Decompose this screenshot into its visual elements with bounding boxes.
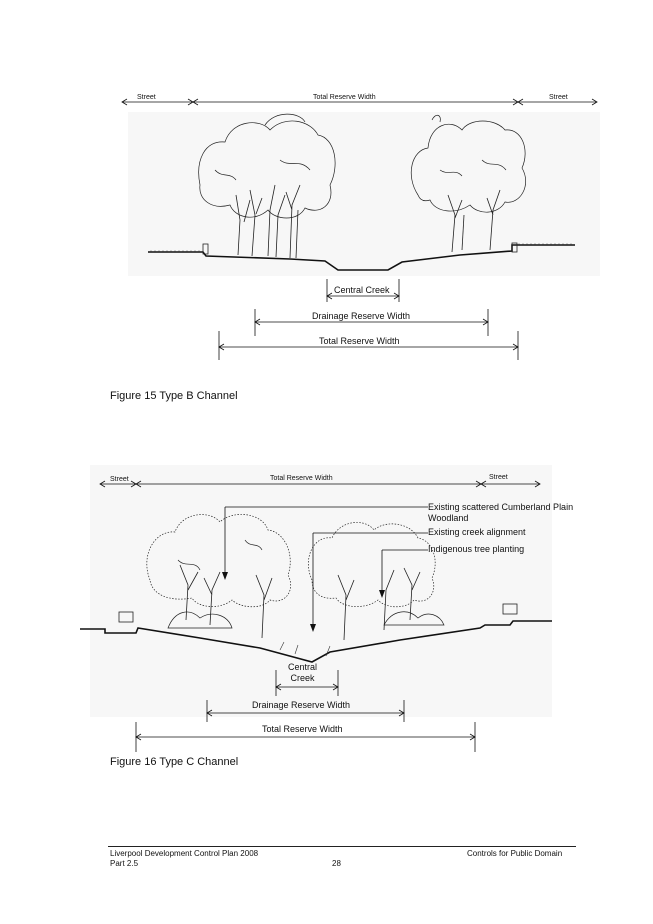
- figure-15-drawing: [0, 0, 653, 410]
- figure-15-type-b-channel: [0, 0, 653, 410]
- figure-16-type-c-channel: [0, 460, 653, 775]
- figure-16-drainage-reserve-label: Drainage Reserve Width: [252, 700, 351, 710]
- figure-15-drainage-reserve-label: Drainage Reserve Width: [312, 311, 411, 321]
- figure-15-central-creek-label: Central Creek: [334, 285, 390, 295]
- figure-15-total-reserve-top-label: Total Reserve Width: [313, 94, 376, 101]
- footer-page-number: 28: [332, 859, 341, 868]
- figure-15-caption: Figure 15 Type B Channel: [110, 390, 238, 402]
- footer-section: Controls for Public Domain: [467, 849, 563, 858]
- central-creek-line1: Central: [288, 662, 318, 672]
- figure-15-street-right-label: Street: [549, 94, 568, 101]
- figure-16-central-creek-label: [288, 662, 317, 684]
- figure-16-street-left-label: Street: [110, 476, 129, 483]
- figure-16-total-reserve-top-label: Total Reserve Width: [270, 475, 333, 482]
- figure-16-callout-woodland: [428, 502, 573, 524]
- figure-16-callout-alignment: Existing creek alignment: [428, 527, 526, 537]
- figure-15-street-left-label: Street: [137, 94, 156, 101]
- callout-woodland-line2: Woodland: [428, 513, 469, 523]
- footer-rule: [108, 846, 576, 847]
- callout-woodland-line1: Existing scattered Cumberland Plain: [428, 502, 574, 512]
- central-creek-line2: Creek: [290, 673, 315, 683]
- figure-15-total-reserve-label: Total Reserve Width: [319, 336, 400, 346]
- footer-doc-title: Liverpool Development Control Plan 2008: [110, 849, 259, 858]
- figure-16-total-reserve-label: Total Reserve Width: [262, 724, 343, 734]
- figure-16-caption: Figure 16 Type C Channel: [110, 756, 239, 768]
- figure-16-callout-planting: Indigenous tree planting: [428, 544, 525, 554]
- figure-16-street-right-label: Street: [489, 474, 508, 481]
- footer-part: Part 2.5: [110, 859, 139, 868]
